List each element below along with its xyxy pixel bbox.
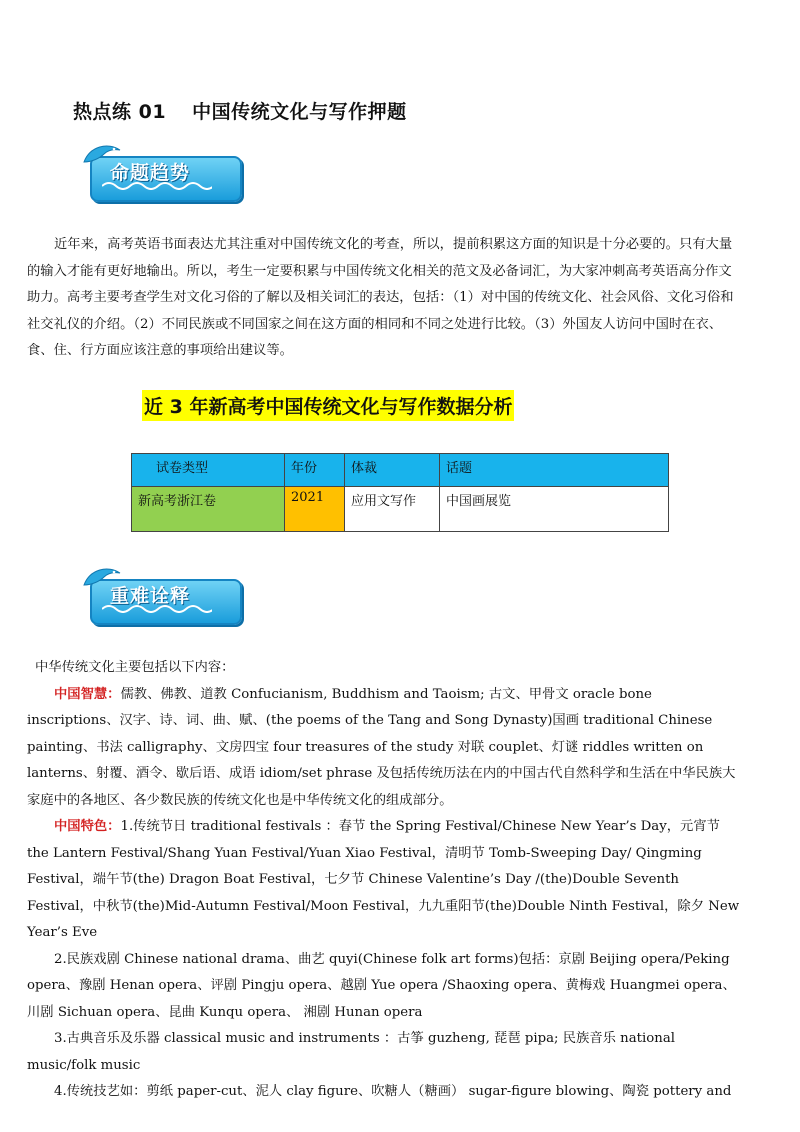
wave-icon [102,180,212,190]
title-text: 中国传统文化与写作押题 [192,101,407,123]
wisdom-label: 中国智慧： [54,686,121,702]
table-cell: 新高考浙江卷 [132,487,285,532]
intro-text: 近年来，高考英语书面表达尤其注重对中国传统文化的考查，所以，提前积累这方面的知识是十分必要的。只有大量的输入才能有更好地输出。所以，考生一定要积累与中国传统文化相关的范文及必备词汇，为大家冲刺高考英语高分作文助力。高考主要考查学生对文化习俗的了解以及相关词汇的表达，包括：（1）对中国的传统文化、社会风俗、文化习俗和社交礼仪的介绍。（2）不同民族或不同国家之间在这方面的相同和不同之处进行比较。（3）外国友人访问中国时在衣、食、住、行方面应该注意的事项给出建议等。 [27,237,734,358]
analysis-title: 近 3 年新高考中国传统文化与写作数据分析 [142,390,514,421]
table-cell: 中国画展览 [440,487,669,532]
features-label: 中国特色： [54,819,121,834]
item-4: 4.传统技艺如：剪纸 paper-cut、泥人 clay figure、吹糖人（糖画） sugar-figure blowing、陶瓷 pottery and [54,1084,732,1099]
table-cell: 应用文写作 [345,487,440,532]
intro-paragraph [27,232,740,365]
table-header-cell: 试卷类型 [132,454,285,487]
table-header-cell: 体裁 [345,454,440,487]
table-header-cell: 话题 [440,454,669,487]
table-row [132,487,669,532]
wisdom-paragraph [27,682,740,815]
trend-banner-label: 命题趋势 [110,162,191,184]
trend-banner [80,146,245,206]
features-paragraph [27,814,740,947]
difficult-banner-label: 重难诠释 [110,585,191,607]
table-header-row [132,454,669,487]
item-2: 2.民族戏剧 Chinese national drama、曲艺 quyi(Chinese folk art forms)包括：京剧 Beijing opera/Peking opera、豫剧 Henan opera、评剧 Pingju opera、越剧 Yue opera /Shaoxing opera、黄梅戏 Huangmei opera、川剧 Sichuan opera、昆曲 Kunqu opera、 湘剧 Hunan opera [27,951,736,1020]
analysis-table [131,453,669,532]
title-number: 热点练 01 [73,101,167,123]
wave-icon [102,603,212,613]
content-section [27,655,740,1106]
table-cell: 2021 [285,487,345,532]
wisdom-text: 儒教、佛教、道教 Confucianism, Buddhism and Taoism; 古文、甲骨文 oracle bone inscriptions、汉字、诗、词、曲、赋、(the poems of the Tang and Song Dynasty)国画 traditional Chinese painting、书法 calligraphy、文房四宝 four treasures of the study 对联 couplet、灯谜 riddles written on lanterns、射覆、酒令、歇后语、成语 idiom/set phrase 及包括传统历法在内的中国古代自然科学和生活在中华民族大家庭中的各地区、各少数民族的传统文化也是中华传统文化的组成部分。 [27,686,736,808]
page-title [73,97,407,124]
content-intro: 中华传统文化主要包括以下内容： [35,660,235,675]
features-text: 1.传统节日 traditional festivals ：春节 the Spring Festival/Chinese New Year’s Day，元宵节 the Lantern Festival/Shang Yuan Festival/Yuan Xiao Festival，清明节 Tomb-Sweeping Day/ Qingming Festival，端午节(the) Dragon Boat Festival，七夕节 Chinese Valentine’s Day /(the)Double Seventh Festival，中秋节(the)Mid-Autumn Festival/Moon Festival，九九重阳节(the)Double Ninth Festival，除夕 New Year’s Eve [27,819,740,940]
difficult-banner [80,569,245,629]
item-3: 3.古典音乐及乐器 classical music and instruments ：古筝 guzheng, 琵琶 pipa; 民族音乐 national music/folk music [27,1031,676,1073]
table-header-cell: 年份 [285,454,345,487]
